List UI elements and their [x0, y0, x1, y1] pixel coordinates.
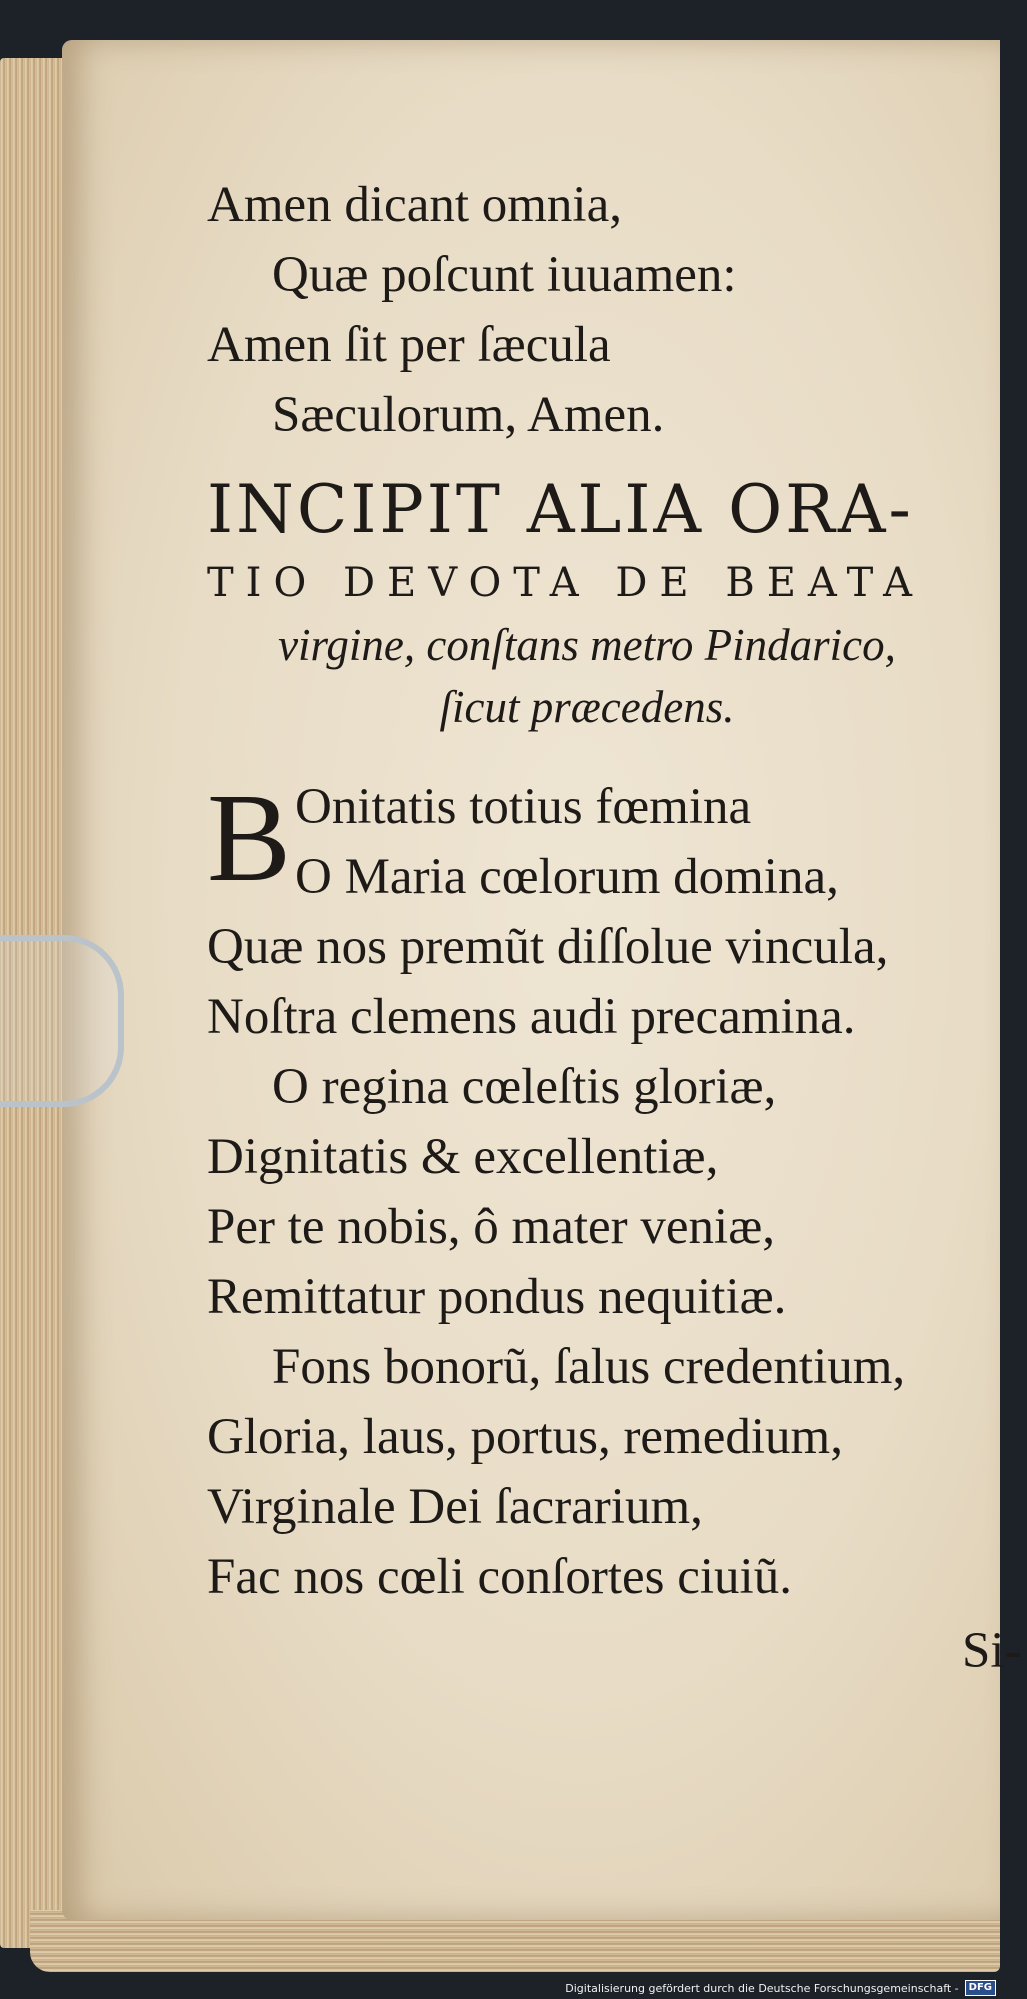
dfg-logo-icon: DFG	[965, 1980, 996, 1996]
verse-line: Fac nos cœli conſortes ciuiũ.	[207, 1549, 792, 1605]
verse-line: Sæculorum, Amen.	[272, 387, 665, 443]
verses-rest	[207, 912, 1027, 1612]
verse-line: O regina cœleſtis gloriæ,	[272, 1059, 777, 1115]
book	[0, 40, 1022, 1975]
verse-line: Gloria, laus, portus, remedium,	[207, 1409, 843, 1465]
verses-top	[207, 170, 1027, 450]
subtitle-line-1: virgine, conſtans metro Pindarico,	[278, 620, 896, 670]
spacer	[207, 738, 1027, 772]
dropcap-block	[207, 769, 1027, 912]
verse-line: Remittatur pondus nequitiæ.	[207, 1269, 787, 1325]
subtitle-line-2: ſicut præcedens.	[439, 682, 735, 732]
heading-line-1: INCIPIT ALIA ORA-	[207, 471, 914, 548]
book-page	[62, 40, 1022, 1920]
footer-text: Digitalisierung gefördert durch die Deutsche Forschungsgemeinschaft -	[565, 1981, 959, 1995]
verse-line: Quæ nos premũt diſſolue vincula,	[207, 919, 889, 975]
heading-line-2: TIO DEVOTA DE BEATA	[207, 560, 924, 606]
dropcap-letter: B	[207, 769, 292, 908]
verse-line: Amen dicant omnia,	[207, 177, 622, 233]
verse-line: Dignitatis & excellentiæ,	[207, 1129, 719, 1185]
verse-line: Virginale Dei ſacrarium,	[207, 1479, 703, 1535]
footer-credit	[565, 1977, 1000, 1999]
catchword: Si-	[962, 1623, 1022, 1679]
page-clip	[0, 935, 124, 1107]
verse-line: Fons bonorũ, ſalus credentium,	[272, 1339, 906, 1395]
verse-line: Per te nobis, ô mater veniæ,	[207, 1199, 775, 1255]
verse-line: Onitatis totius fœmina	[295, 779, 752, 835]
text-block	[207, 170, 1027, 1612]
verse-line: Quæ poſcunt iuuamen:	[272, 247, 737, 303]
verse-line: Amen ſit per ſæcula	[207, 317, 611, 373]
verses-main	[295, 772, 1027, 912]
verse-line: Noſtra clemens audi precamina.	[207, 989, 856, 1045]
verse-line: O Maria cœlorum domina,	[295, 849, 839, 905]
